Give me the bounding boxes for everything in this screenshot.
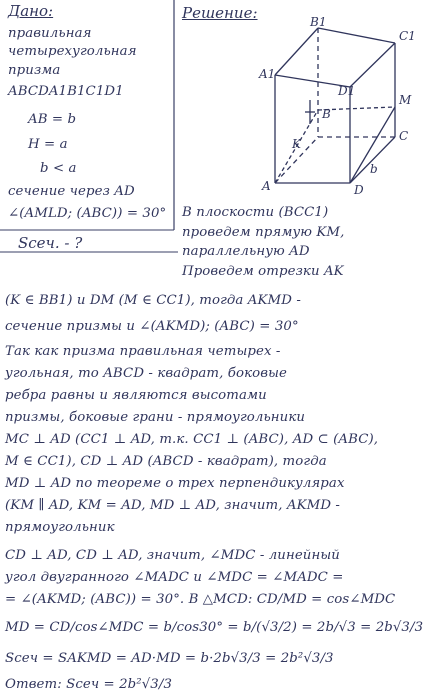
solution-line-5: ребра равны и являются высотами: [5, 388, 267, 403]
prism-figure: [275, 28, 395, 183]
vertex-label-d: D: [354, 183, 364, 197]
solution-line-7: MC ⊥ AD (CC1 ⊥ AD, т.к. CC1 ⊥ (ABC), AD ⊂ (ABC),: [5, 432, 379, 447]
vertex-label-a: A: [262, 179, 271, 193]
given-title: Дано:: [8, 2, 54, 20]
given-line-6: H = a: [28, 137, 68, 152]
vertex-label-m: M: [399, 93, 412, 107]
solution-line-14: = ∠(AKMD; (ABC)) = 30°. В △MCD: CD/MD = cos∠MDC: [5, 592, 396, 607]
solution-line-9: MD ⊥ AD по теореме о трех перпендикулярах: [5, 476, 345, 491]
edge-label-b: b: [370, 162, 378, 176]
solution-line-10: (KM ∥ AD, KM = AD, MD ⊥ AD, значит, AKMD -: [5, 498, 341, 513]
solution-line-12: CD ⊥ AD, CD ⊥ AD, значит, ∠MDC - линейный: [5, 548, 340, 563]
given-line-9: ∠(AMLD; (ABC)) = 30°: [8, 206, 167, 221]
given-line-2: четырехугольная: [8, 44, 137, 59]
given-line-8: сечение через AD: [8, 184, 135, 199]
solution-line-2: сечение призмы и ∠(AKMD); (ABC) = 30°: [5, 319, 299, 334]
given-line-3: призма: [8, 63, 61, 78]
solution-right-line-2: проведем прямую KM,: [182, 225, 345, 240]
find-line: Sсеч. - ?: [18, 234, 83, 252]
solution-right-line-3: параллельную AD: [182, 244, 310, 259]
solution-answer: Ответ: Sсеч = 2b²√3/3: [5, 677, 172, 692]
given-line-4: ABCDA1B1C1D1: [8, 84, 124, 99]
solution-line-4: угольная, то ABCD - квадрат, боковые: [5, 366, 287, 381]
given-line-1: правильная: [8, 26, 92, 41]
vertex-label-c1: C1: [399, 29, 416, 43]
solution-right-line-1: В плоскости (BCC1): [182, 205, 329, 220]
given-line-7: b < a: [40, 161, 77, 176]
solution-line-6: призмы, боковые грани - прямоугольники: [5, 410, 306, 425]
solution-right-line-4: Проведем отрезки AK: [182, 264, 344, 279]
solution-line-15: MD = CD/cos∠MDC = b/cos30° = b/(√3/2) = 2b/√3 = 2b√3/3: [5, 620, 424, 635]
solution-line-13: угол двугранного ∠MADC и ∠MDC = ∠MADC =: [5, 570, 344, 585]
vertex-label-b1: B1: [310, 15, 327, 29]
solution-line-11: прямоугольник: [5, 520, 115, 535]
solution-title: Решение:: [182, 4, 258, 22]
vertex-label-b: B: [322, 107, 331, 121]
solution-line-8: M ∈ CC1), CD ⊥ AD (ABCD - квадрат), тогда: [5, 454, 327, 469]
vertex-label-c: C: [399, 129, 409, 143]
vertex-label-k: K: [292, 137, 301, 151]
solution-line-3: Так как призма правильная четырех -: [5, 344, 281, 359]
solution-line-1: (K ∈ BB1) и DM (M ∈ CC1), тогда AKMD -: [5, 293, 301, 308]
solution-line-16: Sсеч = SAKMD = AD·MD = b·2b√3/3 = 2b²√3/3: [5, 651, 334, 666]
vertex-label-a1: A1: [259, 67, 276, 81]
vertex-label-d1: D1: [338, 84, 356, 98]
given-line-5: AB = b: [28, 112, 77, 127]
